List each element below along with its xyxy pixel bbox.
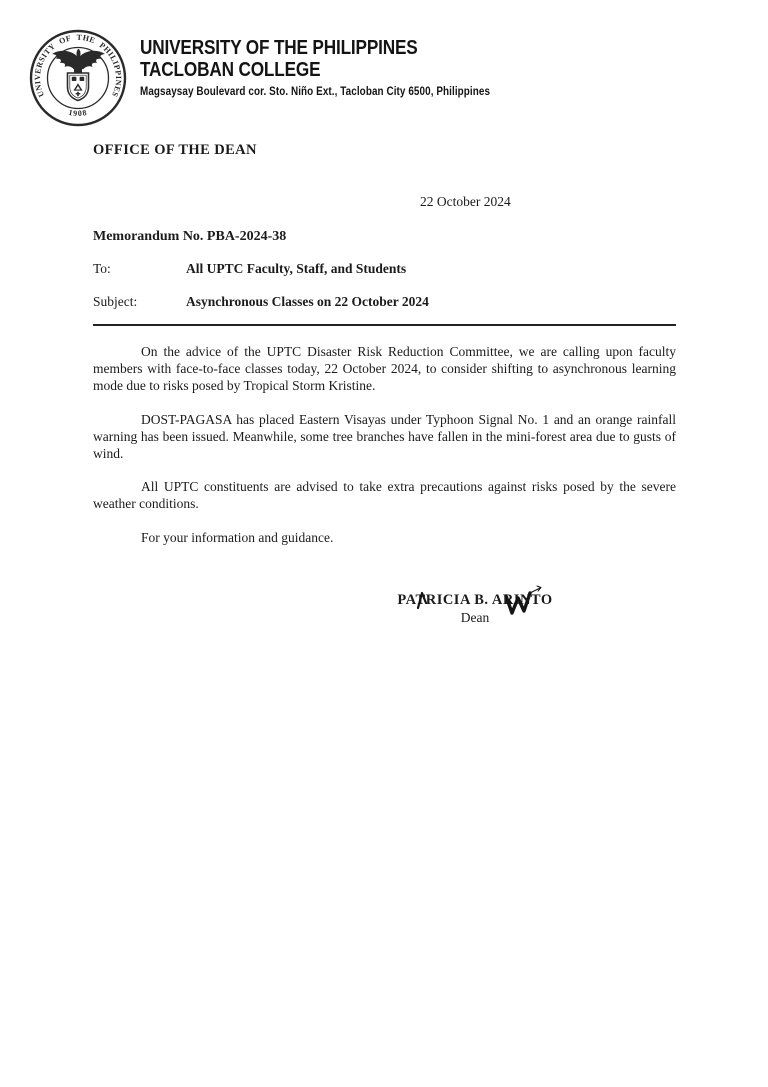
college-address: Magsaysay Boulevard cor. Sto. Niño Ext., Tacloban City 6500, Philippines bbox=[140, 86, 491, 98]
to-row bbox=[93, 261, 676, 277]
paragraph-2: DOST-PAGASA has placed Eastern Visayas under Typhoon Signal No. 1 and an orange rainfall warning has been issued. Meanwhile, some tree branches have fallen in the mini-forest area due to gusts of wind. bbox=[93, 412, 676, 461]
paragraph-3: All UPTC constituents are advised to take extra precautions against risks posed by the severe weather conditions. bbox=[93, 479, 676, 511]
seal-year-text: 1908 bbox=[67, 107, 89, 119]
university-name: UNIVERSITY OF THE PHILIPPINES bbox=[140, 37, 418, 59]
letterhead bbox=[140, 37, 547, 99]
seal-eagle-icon bbox=[52, 49, 105, 74]
signatory-name: PATRICIA B. ARINTO bbox=[397, 592, 553, 608]
subject-label: Subject: bbox=[93, 294, 138, 309]
svg-text:1908 bbox=[68, 108, 89, 118]
signatory-title: Dean bbox=[460, 610, 490, 625]
office-title: OFFICE OF THE DEAN bbox=[93, 142, 257, 158]
seal-ring-text: UNIVERSITY OF THE PHILIPPINES bbox=[32, 32, 124, 99]
paragraph-1: On the advice of the UPTC Disaster Risk Reduction Committee, we are calling upon faculty members with face-to-face classes today, 22 October 2024, to consider shifting to asynchronous learning mode due to risks posed by Tropical Storm Kristine. bbox=[93, 344, 676, 393]
to-label: To: bbox=[93, 261, 111, 276]
subject-value: Asynchronous Classes on 22 October 2024 bbox=[186, 294, 429, 309]
memo-date: 22 October 2024 bbox=[420, 194, 511, 209]
subject-row bbox=[93, 294, 676, 310]
up-seal-icon bbox=[28, 28, 128, 128]
header-divider bbox=[93, 324, 676, 326]
memo-number: Memorandum No. PBA-2024-38 bbox=[93, 229, 287, 244]
college-name: TACLOBAN COLLEGE bbox=[140, 59, 321, 81]
seal-shield-icon bbox=[68, 73, 89, 101]
to-value: All UPTC Faculty, Staff, and Students bbox=[186, 261, 407, 276]
paragraph-4: For your information and guidance. bbox=[141, 530, 334, 545]
signature-block bbox=[359, 592, 591, 626]
